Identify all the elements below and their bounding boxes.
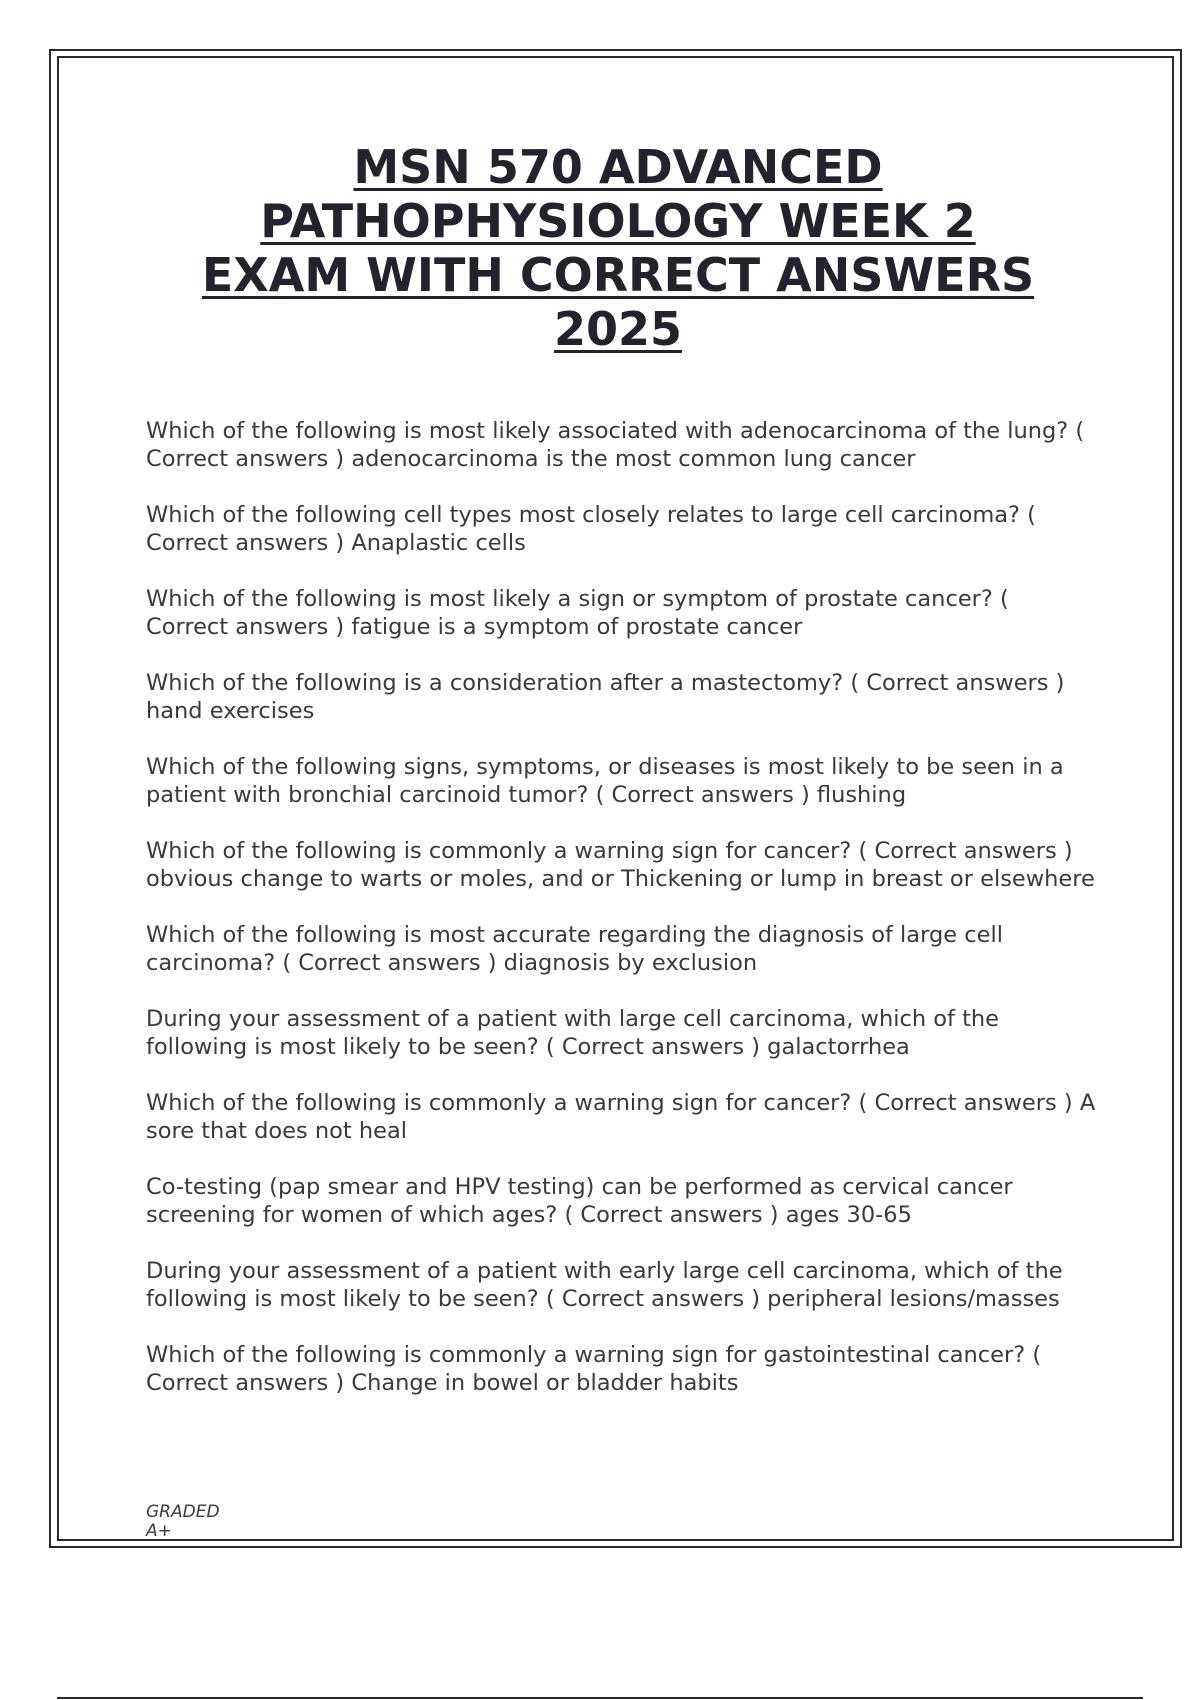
question-text: Which of the following signs, symptoms, or diseases is most likely to be seen in a patient with bronchial carcinoid tumor?	[146, 754, 1064, 808]
question-text: Which of the following is commonly a warning sign for gastointestinal cancer?	[146, 1342, 1026, 1368]
question-text: During your assessment of a patient with early large cell carcinoma, which of the following is most likely to be seen?	[146, 1258, 1063, 1312]
question-text: Which of the following is most accurate regarding the diagnosis of large cell carcinoma?	[146, 922, 1003, 976]
answer-text: ages 30-65	[785, 1202, 912, 1228]
graded-stamp	[146, 1503, 220, 1541]
qa-item	[146, 501, 1096, 557]
answer-text: diagnosis by exclusion	[503, 950, 758, 976]
answer-text: A sore that does not heal	[146, 1090, 1096, 1144]
correct-answers-marker: ( Correct answers )	[146, 586, 1009, 640]
question-text: Which of the following cell types most closely relates to large cell carcinoma?	[146, 502, 1020, 528]
correct-answers-marker: ( Correct answers )	[564, 1202, 779, 1228]
answer-text: peripheral lesions/masses	[767, 1286, 1060, 1312]
question-text: Which of the following is a consideration after a mastectomy?	[146, 670, 844, 696]
correct-answers-marker: ( Correct answers )	[858, 1090, 1073, 1116]
question-text: Which of the following is commonly a warning sign for cancer?	[146, 838, 852, 864]
correct-answers-marker: ( Correct answers )	[282, 950, 497, 976]
qa-item	[146, 921, 1096, 977]
qa-item	[146, 417, 1096, 473]
correct-answers-marker: ( Correct answers )	[545, 1286, 761, 1312]
answer-text: adenocarcinoma is the most common lung cancer	[351, 446, 916, 472]
qa-item	[146, 1173, 1096, 1229]
question-text: During your assessment of a patient with large cell carcinoma, which of the following is most likely to be seen?	[146, 1006, 1000, 1060]
question-text: Which of the following is most likely associated with adenocarcinoma of the lung?	[146, 418, 1069, 444]
document-title	[150, 140, 1086, 356]
answer-text: obvious change to warts or moles, and or Thickening or lump in breast or elsewhere	[146, 866, 1095, 892]
title-line-1: MSN 570 ADVANCED	[353, 140, 883, 194]
question-answer-list	[146, 417, 1096, 1425]
qa-item	[146, 753, 1096, 809]
graded-label: GRADED	[146, 1502, 220, 1522]
correct-answers-marker: ( Correct answers )	[146, 502, 1036, 556]
grade-value: A+	[146, 1521, 172, 1541]
qa-item	[146, 1005, 1096, 1061]
question-text: Which of the following is most likely a sign or symptom of prostate cancer?	[146, 586, 993, 612]
qa-item	[146, 837, 1096, 893]
answer-text: fatigue is a symptom of prostate cancer	[351, 614, 803, 640]
correct-answers-marker: ( Correct answers )	[146, 1342, 1042, 1396]
correct-answers-marker: ( Correct answers )	[146, 418, 1085, 472]
correct-answers-marker: ( Correct answers )	[850, 670, 1065, 696]
correct-answers-marker: ( Correct answers )	[858, 838, 1073, 864]
qa-item	[146, 1089, 1096, 1145]
qa-item	[146, 585, 1096, 641]
footer-rule	[57, 1697, 1143, 1699]
title-line-2: PATHOPHYSIOLOGY WEEK 2	[260, 194, 976, 248]
answer-text: Change in bowel or bladder habits	[351, 1370, 739, 1396]
answer-text: galactorrhea	[767, 1034, 910, 1060]
title-line-3: EXAM WITH CORRECT ANSWERS	[201, 248, 1035, 302]
answer-text: Anaplastic cells	[351, 530, 526, 556]
title-line-4: 2025	[553, 302, 683, 356]
correct-answers-marker: ( Correct answers )	[595, 782, 810, 808]
qa-item	[146, 1341, 1096, 1397]
answer-text: hand exercises	[146, 698, 315, 724]
answer-text: flushing	[816, 782, 907, 808]
correct-answers-marker: ( Correct answers )	[545, 1034, 761, 1060]
qa-item	[146, 1257, 1096, 1313]
qa-item	[146, 669, 1096, 725]
question-text: Co-testing (pap smear and HPV testing) can be performed as cervical cancer screening for women of which ages?	[146, 1174, 1013, 1228]
question-text: Which of the following is commonly a warning sign for cancer?	[146, 1090, 852, 1116]
